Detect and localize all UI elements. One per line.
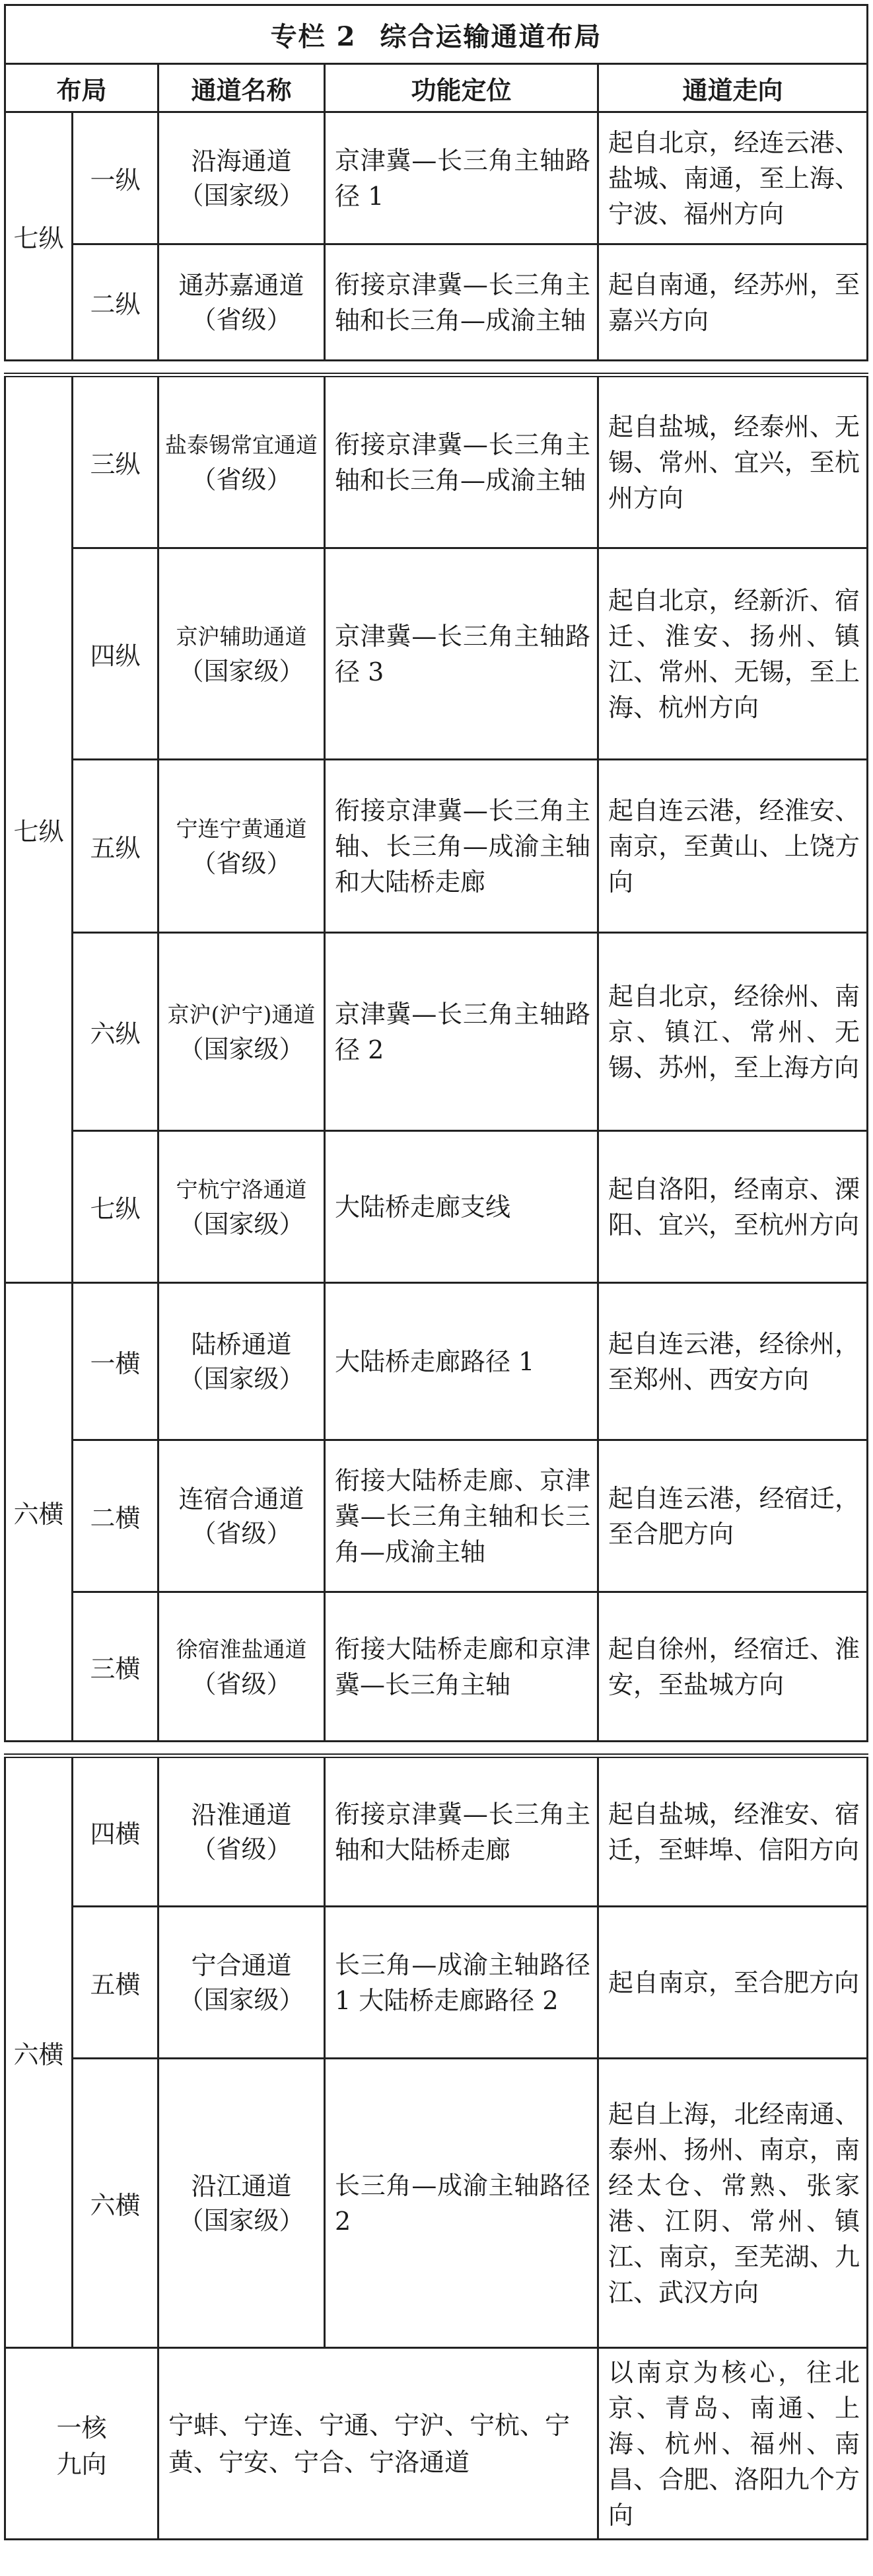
header-route: 通道走向: [598, 64, 868, 112]
core-label-line2: 九向: [56, 2449, 107, 2479]
row-number: 六纵: [73, 933, 158, 1131]
channel-level: （国家级）: [178, 1209, 304, 1239]
channel-name: 沿淮通道: [191, 1800, 292, 1829]
group-label: 七纵: [5, 112, 73, 361]
channel-name-cell: [158, 2059, 325, 2348]
table-row: [5, 375, 868, 548]
channel-name: 宁连宁黄通道: [176, 815, 307, 842]
channel-name: 沿海通道: [191, 146, 292, 176]
channel-name: 宁杭宁洛通道: [176, 1176, 307, 1202]
route-text: 起自北京，经连云港、盐城、南通，至上海、宁波、福州方向: [598, 112, 868, 244]
channel-level: （省级）: [191, 848, 292, 878]
table-row: [5, 1907, 868, 2059]
header-function: 功能定位: [325, 64, 598, 112]
function-text: 大陆桥走廊支线: [325, 1131, 598, 1283]
route-text: 起自北京，经徐州、南京、镇江、常州、无锡、苏州，至上海方向: [598, 933, 868, 1131]
title-text: 综合运输通道布局: [380, 20, 602, 52]
route-text: 起自北京，经新沂、宿迁、淮安、扬州、镇江、常州、无锡，至上海、杭州方向: [598, 548, 868, 760]
header-layout: 布局: [5, 64, 158, 112]
route-text: 起自南京，至合肥方向: [598, 1907, 868, 2059]
page-break-gap: [5, 1742, 868, 1756]
channel-level: （省级）: [191, 1518, 292, 1548]
document: [4, 4, 866, 2540]
table-row: [5, 112, 868, 244]
channel-name-cell: [158, 244, 325, 361]
channel-name-cell: [158, 1756, 325, 1907]
route-text: 起自连云港，经宿迁，至合肥方向: [598, 1440, 868, 1592]
table-row: [5, 760, 868, 933]
row-number: 二横: [73, 1440, 158, 1592]
row-number: 五纵: [73, 760, 158, 933]
page-break-gap: [5, 361, 868, 375]
row-number: 四纵: [73, 548, 158, 760]
channel-name: 盐泰锡常宜通道: [165, 431, 318, 458]
function-text: 大陆桥走廊路径 1: [325, 1283, 598, 1440]
channel-name-cell: [158, 933, 325, 1131]
function-text: 长三角—成渝主轴路径 2: [325, 2059, 598, 2348]
title-prefix: 专栏 2: [270, 20, 357, 52]
channel-name-cell: [158, 1440, 325, 1592]
route-text: 起自连云港，经淮安、南京，至黄山、上饶方向: [598, 760, 868, 933]
table-row: [5, 1592, 868, 1742]
function-text: 衔接大陆桥走廊、京津冀—长三角主轴和长三角—成渝主轴: [325, 1440, 598, 1592]
core-channel-list: 宁蚌、宁连、宁通、宁沪、宁杭、宁黄、宁安、宁合、宁洛通道: [158, 2348, 598, 2540]
row-number: 二纵: [73, 244, 158, 361]
route-text: 起自南通，经苏州，至嘉兴方向: [598, 244, 868, 361]
channel-name-cell: [158, 1592, 325, 1742]
channel-level: （国家级）: [178, 2205, 304, 2235]
row-number: 三纵: [73, 375, 158, 548]
channel-name-cell: [158, 375, 325, 548]
channel-name-cell: [158, 112, 325, 244]
row-number: 七纵: [73, 1131, 158, 1283]
core-label-line1: 一核: [56, 2413, 107, 2443]
channel-level: （国家级）: [178, 1985, 304, 2014]
function-text: 衔接大陆桥走廊和京津冀—长三角主轴: [325, 1592, 598, 1742]
channel-level: （省级）: [191, 1669, 292, 1699]
channel-name-cell: [158, 1907, 325, 2059]
function-text: 京津冀—长三角主轴路径 3: [325, 548, 598, 760]
route-text: 起自上海，北经南通、泰州、扬州、南京，南经太仓、常熟、张家港、江阴、常州、镇江、南京，至芜湖、九江、武汉方向: [598, 2059, 868, 2348]
row-number: 四横: [73, 1756, 158, 1907]
table-row: [5, 1283, 868, 1440]
channel-level: （省级）: [191, 1834, 292, 1864]
route-text: 起自徐州，经宿迁、淮安，至盐城方向: [598, 1592, 868, 1742]
row-number: 一横: [73, 1283, 158, 1440]
channel-level: （国家级）: [178, 656, 304, 686]
table-row: [5, 2059, 868, 2348]
table-row: [5, 548, 868, 760]
header-name: 通道名称: [158, 64, 325, 112]
function-text: 京津冀—长三角主轴路径 1: [325, 112, 598, 244]
table-row: [5, 933, 868, 1131]
core-label: [5, 2348, 158, 2540]
channel-name-cell: [158, 1283, 325, 1440]
function-text: 衔接京津冀—长三角主轴和大陆桥走廊: [325, 1756, 598, 1907]
row-number: 五横: [73, 1907, 158, 2059]
group-label: 七纵: [5, 375, 73, 1283]
row-number: 一纵: [73, 112, 158, 244]
corridor-layout-table: [4, 4, 868, 2540]
channel-name: 沿江通道: [191, 2171, 292, 2201]
channel-name: 连宿合通道: [178, 1484, 304, 1514]
row-number: 六横: [73, 2059, 158, 2348]
channel-level: （省级）: [191, 464, 292, 494]
core-route-text: 以南京为核心，往北京、青岛、南通、上海、杭州、福州、南昌、合肥、洛阳九个方向: [598, 2348, 868, 2540]
channel-name: 徐宿淮盐通道: [176, 1636, 307, 1662]
channel-name-cell: [158, 1131, 325, 1283]
channel-name: 京沪(沪宁)通道: [167, 1001, 316, 1027]
route-text: 起自洛阳，经南京、溧阳、宜兴，至杭州方向: [598, 1131, 868, 1283]
channel-level: （国家级）: [178, 1034, 304, 1064]
function-text: 衔接京津冀—长三角主轴和长三角—成渝主轴: [325, 375, 598, 548]
table-row: [5, 1131, 868, 1283]
route-text: 起自盐城，经泰州、无锡、常州、宜兴，至杭州方向: [598, 375, 868, 548]
group-label: 六横: [5, 1756, 73, 2348]
channel-name: 宁合通道: [191, 1950, 292, 1980]
channel-name-cell: [158, 548, 325, 760]
function-text: 衔接京津冀—长三角主轴和长三角—成渝主轴: [325, 244, 598, 361]
table-row: [5, 1440, 868, 1592]
route-text: 起自连云港，经徐州，至郑州、西安方向: [598, 1283, 868, 1440]
channel-level: （国家级）: [178, 1364, 304, 1393]
group-label: 六横: [5, 1283, 73, 1742]
table-row: [5, 1756, 868, 1907]
channel-level: （省级）: [191, 305, 292, 334]
channel-name: 陆桥通道: [191, 1329, 292, 1359]
channel-name: 京沪辅助通道: [176, 623, 307, 649]
route-text: 起自盐城，经淮安、宿迁，至蚌埠、信阳方向: [598, 1756, 868, 1907]
function-text: 京津冀—长三角主轴路径 2: [325, 933, 598, 1131]
function-text: 长三角—成渝主轴路径 1 大陆桥走廊路径 2: [325, 1907, 598, 2059]
core-row: [5, 2348, 868, 2540]
function-text: 衔接京津冀—长三角主轴、长三角—成渝主轴和大陆桥走廊: [325, 760, 598, 933]
table-title: [5, 5, 868, 64]
row-number: 三横: [73, 1592, 158, 1742]
channel-level: （国家级）: [178, 180, 304, 210]
channel-name: 通苏嘉通道: [178, 270, 304, 300]
table-row: [5, 244, 868, 361]
header-row: [5, 64, 868, 112]
channel-name-cell: [158, 760, 325, 933]
